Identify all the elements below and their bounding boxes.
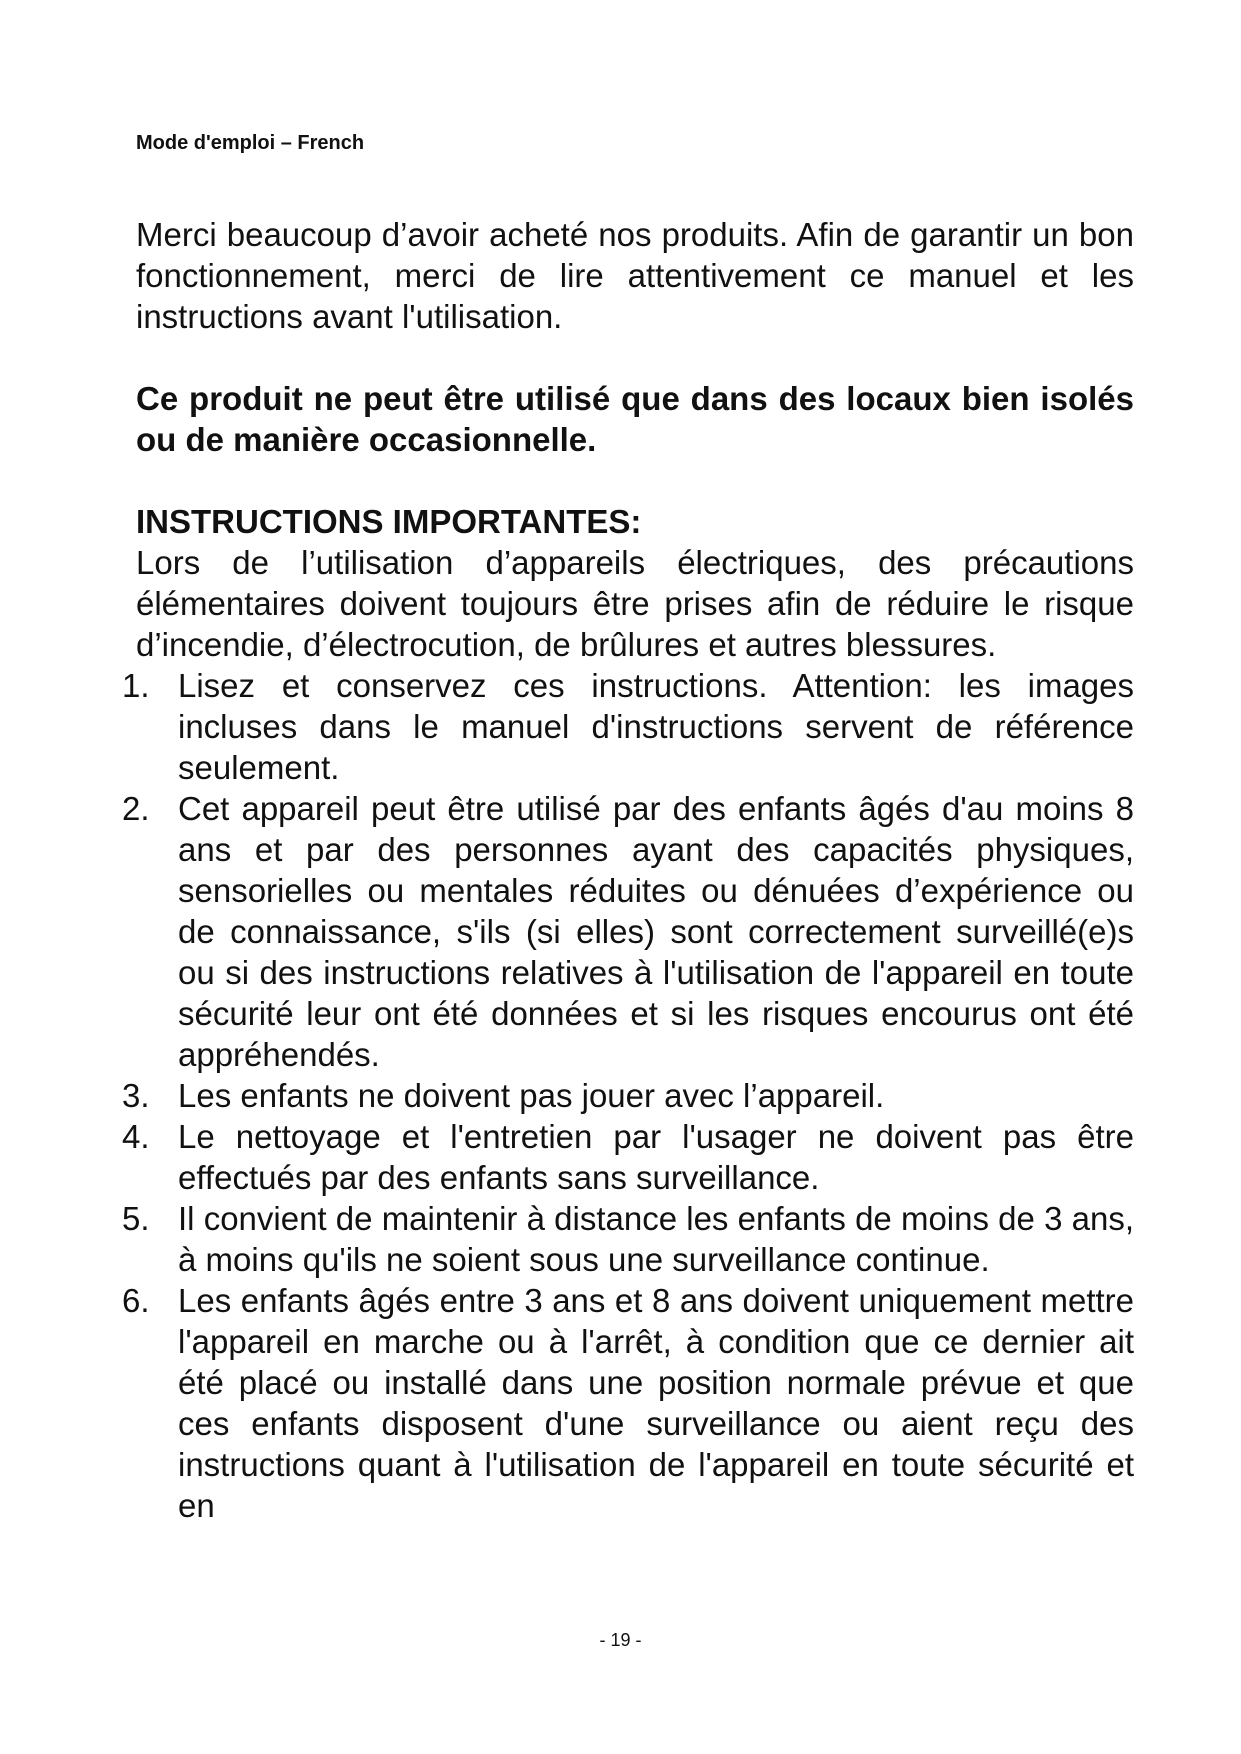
- list-item-number: 2.: [122, 790, 150, 827]
- list-item-text: Les enfants âgés entre 3 ans et 8 ans doivent uniquement mettre l'appareil en marche ou à l'arrêt, à condition que ce dernier ait été placé ou installé dans une position normale prévue et que ces enfants disposent d'une surveillance ou aient reçu des instructions quant à l'utilisation de l'appareil en toute sécurité et en: [178, 1282, 1134, 1524]
- list-item: [122, 1075, 1134, 1116]
- list-item: [122, 788, 1134, 1075]
- list-item: [122, 1280, 1134, 1526]
- list-item-number: 3.: [122, 1077, 150, 1114]
- intro-paragraph: Merci beaucoup d’avoir acheté nos produits. Afin de garantir un bon fonctionnement, merci de lire attentivement ce manuel et les instructions avant l'utilisation.: [136, 216, 1134, 335]
- document-header: Mode d'emploi – French: [136, 132, 365, 154]
- list-item-number: 6.: [122, 1282, 150, 1319]
- list-item-number: 5.: [122, 1200, 150, 1237]
- list-item-text: Le nettoyage et l'entretien par l'usager ne doivent pas être effectués par des enfants sans surveillance.: [178, 1118, 1134, 1196]
- list-item: [122, 1198, 1134, 1280]
- list-item: [122, 665, 1134, 788]
- list-item-text: Cet appareil peut être utilisé par des enfants âgés d'au moins 8 ans et par des personnes ayant des capacités physiques, sensorielles ou mentales réduites ou dénuées d’expérience ou de connaissance, s'ils (si elles) sont correctement surveillé(e)s ou si des instructions relatives à l'utilisation de l'appareil en toute sécurité leur ont été données et si les risques encourus ont été appréhendés.: [178, 790, 1134, 1073]
- document-body: [122, 214, 1134, 1526]
- instructions-paragraph: Lors de l’utilisation d’appareils électriques, des précautions élémentaires doivent toujours être prises afin de réduire le risque d’incendie, d’électrocution, de brûlures et autres blessures.: [136, 544, 1134, 663]
- instructions-heading: INSTRUCTIONS IMPORTANTES:: [136, 503, 642, 540]
- list-item-number: 4.: [122, 1118, 150, 1155]
- page-number: - 19 -: [599, 1630, 642, 1650]
- list-item-text: Il convient de maintenir à distance les enfants de moins de 3 ans, à moins qu'ils ne soient sous une surveillance continue.: [178, 1200, 1134, 1278]
- list-item-text: Les enfants ne doivent pas jouer avec l’appareil.: [178, 1077, 885, 1114]
- list-item-number: 1.: [122, 667, 150, 704]
- list-item-text: Lisez et conservez ces instructions. Attention: les images incluses dans le manuel d'instructions servent de référence seulement.: [178, 667, 1134, 786]
- list-item: [122, 1116, 1134, 1198]
- usage-warning: Ce produit ne peut être utilisé que dans des locaux bien isolés ou de manière occasionnelle.: [136, 380, 1134, 458]
- instructions-list: [122, 665, 1134, 1526]
